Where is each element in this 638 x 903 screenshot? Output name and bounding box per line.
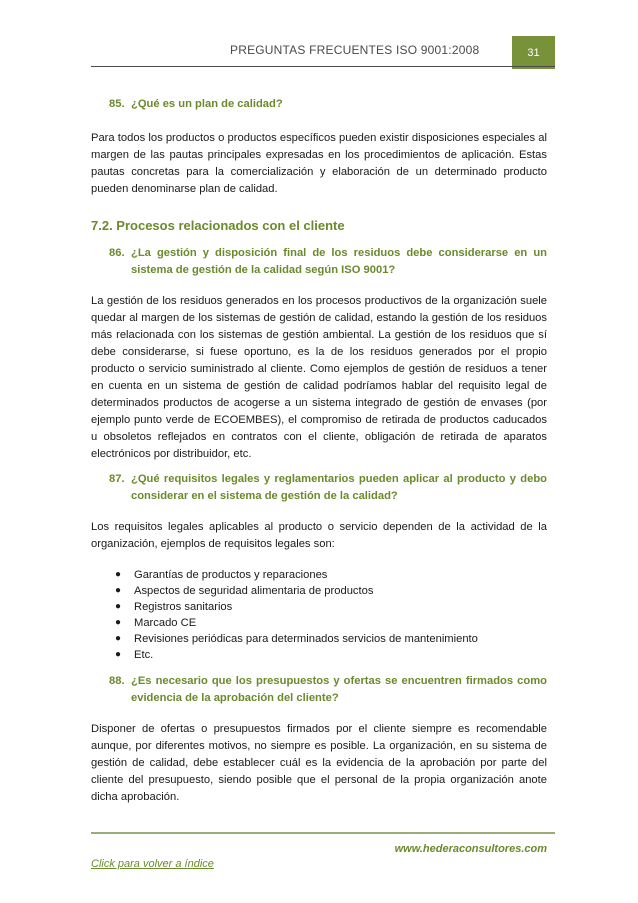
footer-divider [91,832,555,834]
header-divider [91,66,555,67]
answer-87: Los requisitos legales aplicables al producto o servicio dependen de la actividad de la organización, ejemplos de requisitos legales son: [91,521,547,550]
question-number: 88. [109,675,125,687]
list-item: ● Garantías de productos y reparaciones [115,569,328,581]
question-text: ¿Qué es un plan de calidad? [131,98,283,110]
page-number-badge [512,36,555,69]
bullet-icon: ● [115,649,122,660]
list-item: ● Registros sanitarios [115,601,233,613]
question-number: 86. [109,247,125,259]
answer-85: Para todos los productos o productos específicos pueden existir disposiciones especiales al margen de las pautas principales expresadas en los procedimientos de aplicación. Estas pautas concretas para la comercialización y elaboración de un determinado producto pueden denominarse plan de calidad. [91,132,547,195]
question-text: ¿Qué requisitos legales y reglamentarios pueden aplicar al producto y debo considerar en el sistema de gestión de la calidad? [131,473,547,502]
footer-website: www.hederaconsultores.com [394,843,547,855]
list-item: ● Marcado CE [115,617,197,629]
answer-86: La gestión de los residuos generados en los procesos productivos de la organización suele quedar al margen de los sistemas de gestión de calidad, estando la gestión de los residuos más relacionada con los sistemas de gestión ambiental. La gestión de los residuos que sí debe considerarse, si fuese oportuno, es la de los residuos generados por el propio producto o servicio suministrado al cliente. Como ejemplos de gestión de residuos a tener en cuenta en un sistema de gestión de calidad podríamos hablar del requisito legal de determinados productos de acogerse a un sistema integrado de gestión de envases (por ejemplo punto verde de ECOEMBES), el compromiso de retirada de productos caducados u obsoletos reflejados en contratos con el cliente, obligación de retirada de aparatos electrónicos por distribuidor, etc. [91,295,547,460]
question-text: ¿La gestión y disposición final de los residuos debe considerarse en un sistema de gestión de la calidad según ISO 9001? [131,247,547,276]
bullet-icon: ● [115,633,122,644]
back-to-index-link[interactable]: Click para volver a índice [91,858,214,870]
answer-88: Disponer de ofertas o presupuestos firmados por el cliente siempre es recomendable aunque, por diferentes motivos, no siempre es posible. La organización, en su sistema de gestión de calidad, debe establecer cuál es la evidencia de la aprobación por parte del cliente del presupuesto, siendo posible que el personal de la propia organización anote dicha aprobación. [91,723,547,803]
legal-requirements-list [91,567,547,663]
section-heading: 7.2. Procesos relacionados con el cliente [91,218,345,233]
question-85 [91,96,547,113]
question-number: 87. [109,473,125,485]
bullet-icon: ● [115,569,122,580]
page-header-title: PREGUNTAS FRECUENTES ISO 9001:2008 [230,43,480,57]
document-body [91,96,547,806]
question-number: 85. [109,98,125,110]
question-87 [91,471,547,505]
bullet-icon: ● [115,585,122,596]
bullet-icon: ● [115,617,122,628]
list-item: ● Etc. [115,649,154,661]
question-text: ¿Es necesario que los presupuestos y ofertas se encuentren firmados como evidencia de la aprobación del cliente? [131,675,547,704]
bullet-icon: ● [115,601,122,612]
page-number: 31 [527,46,540,59]
list-item: ● Revisiones periódicas para determinados servicios de mantenimiento [115,633,478,645]
list-item: ● Aspectos de seguridad alimentaria de productos [115,585,374,597]
question-88 [91,673,547,707]
question-86 [91,245,547,279]
